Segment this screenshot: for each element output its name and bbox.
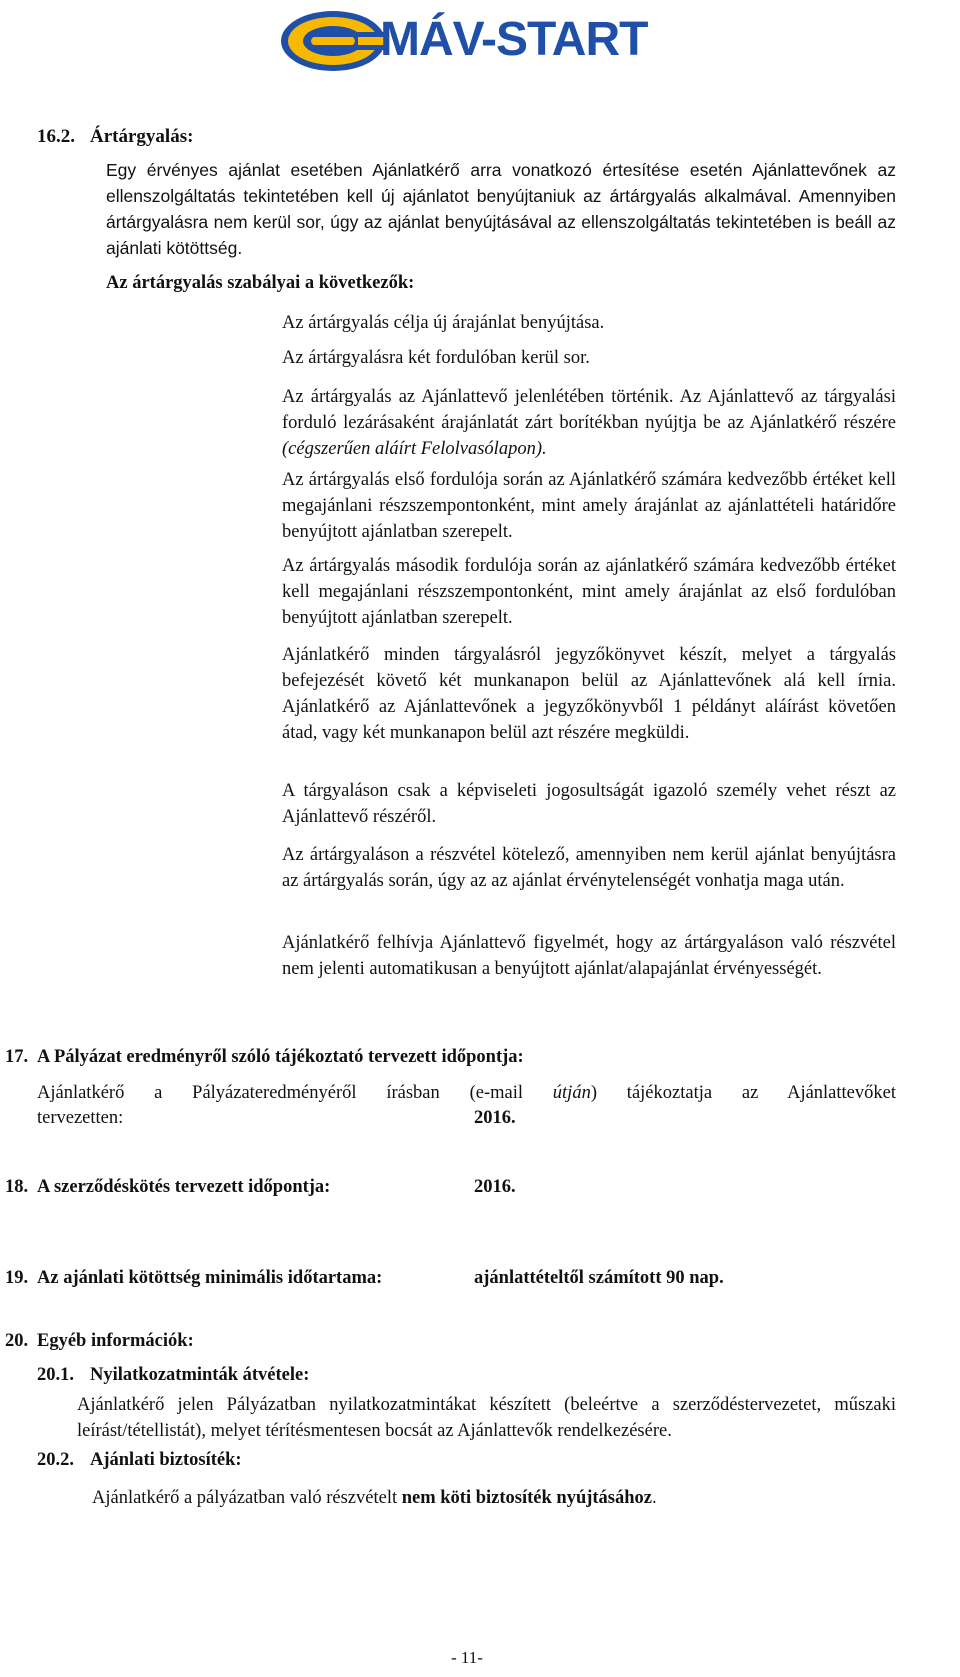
section-16-2-title: Ártárgyalás:	[90, 126, 194, 147]
section-17-text-a: Ajánlatkérő a Pályázateredményéről írásban (e-mail	[37, 1083, 553, 1103]
section-20-1-text: Ajánlatkérő jelen Pályázatban nyilatkozatmintákat készített (beleértve a szerződéstervezetet, műszaki leírást/tétellistát), melyet térítésmentesen bocsát az Ajánlattevők rendelkezésére.	[77, 1395, 896, 1441]
rule-9: Ajánlatkérő felhívja Ajánlattevő figyelmét, hogy az ártárgyaláson való részvétel nem jelenti automatikusan a benyújtott ajánlat/alapajánlat érvényességét.	[282, 933, 896, 979]
section-19-number: 19.	[5, 1268, 29, 1288]
logo-text: MÁV-START	[380, 13, 648, 66]
section-20-title: Egyéb információk:	[37, 1331, 194, 1351]
rule-3	[282, 384, 896, 462]
section-20-number: 20.	[5, 1331, 29, 1351]
section-20-2-number: 20.2.	[37, 1450, 74, 1470]
section-17-title: A Pályázat eredményről szóló tájékoztató tervezett időpontja:	[37, 1047, 524, 1067]
section-18-number: 18.	[5, 1177, 29, 1197]
rule-6: Ajánlatkérő minden tárgyalásról jegyzőkönyvet készít, melyet a tárgyalás befejezését követő két munkanapon belül az Ajánlattevőnek alá kell írnia. Ajánlatkérő az Ajánlattevőnek a jegyzőkönyvből 1 példányt aláírást követően átad, vagy két munkanapon belül azt részére megküldi.	[282, 645, 896, 743]
rule-8: Az ártárgyaláson a részvétel kötelező, amennyiben nem kerül ajánlat benyújtásra az ártárgyalás során, úgy az az ajánlat érvénytelenségét vonhatja maga után.	[282, 845, 896, 891]
section-17-text-b: ) tájékoztatja az Ajánlattevőket	[590, 1083, 896, 1103]
rule-3-main: Az ártárgyalás az Ajánlattevő jelenlétében történik. Az Ajánlattevő az tárgyalási forduló lezárásaként árajánlatát zárt borítékban nyújtja be az Ajánlatkérő részére	[282, 387, 896, 433]
section-20-2-text	[92, 1487, 657, 1509]
section-17-value: 2016.	[474, 1108, 516, 1128]
rule-4: Az ártárgyalás első fordulója során az Ajánlatkérő számára kedvezőbb értéket kell megajánlani részszempontonként, mint amely árajánlat az ajánlattételi határidőre benyújtott ajánlatban szerepelt.	[282, 470, 896, 542]
rules-heading: Az ártárgyalás szabályai a következők:	[106, 273, 415, 293]
section-20-2-text-a: Ajánlatkérő a pályázatban való részvételt	[92, 1488, 402, 1508]
section-20-1-number: 20.1.	[37, 1365, 74, 1385]
section-17-text	[37, 1082, 896, 1104]
rule-1: Az ártárgyalás célja új árajánlat benyújtása.	[282, 313, 605, 333]
rule-7: A tárgyaláson csak a képviseleti jogosultságát igazoló személy vehet részt az Ajánlattevő részéről.	[282, 781, 896, 827]
section-18-title: A szerződéskötés tervezett időpontja:	[37, 1177, 331, 1197]
section-17-text-italic: útján	[552, 1083, 591, 1103]
section-17-label: tervezetten:	[37, 1108, 124, 1128]
section-16-2-intro: Egy érvényes ajánlat esetében Ajánlatkérő arra vonatkozó értesítése esetén Ajánlattevőnek az ellenszolgáltatás tekintetében kell új ajánlatot benyújtaniuk az ártárgyalás alkalmával. Amennyiben ártárgyalásra nem kerül sor, úgy az ajánlat benyújtásával az ellenszolgáltatás tekintetében is beáll az ajánlati kötöttség.	[106, 160, 896, 258]
section-20-2-text-bold: nem köti biztosíték nyújtásához	[401, 1488, 653, 1508]
rule-5: Az ártárgyalás második fordulója során az ajánlatkérő számára kedvezőbb értéket kell megajánlani részszempontonként, mint amely árajánlat az első fordulóban benyújtott ajánlatban szerepelt.	[282, 556, 896, 628]
section-20-2-text-b: .	[652, 1488, 657, 1508]
rule-2: Az ártárgyalásra két fordulóban kerül sor.	[282, 348, 590, 368]
section-19-value: ajánlattételtől számított 90 nap.	[474, 1268, 724, 1288]
section-17-number: 17.	[5, 1047, 29, 1067]
section-18-value: 2016.	[474, 1177, 516, 1197]
section-16-2-number: 16.2.	[37, 126, 75, 147]
rule-3-italic: (cégszerűen aláírt Felolvasólapon).	[282, 439, 547, 459]
section-20-1-title: Nyilatkozatminták átvétele:	[90, 1365, 310, 1385]
section-20-2-title: Ajánlati biztosíték:	[90, 1450, 242, 1470]
section-19-title: Az ajánlati kötöttség minimális időtartama:	[37, 1268, 383, 1288]
page-number: - 11-	[451, 1648, 483, 1667]
